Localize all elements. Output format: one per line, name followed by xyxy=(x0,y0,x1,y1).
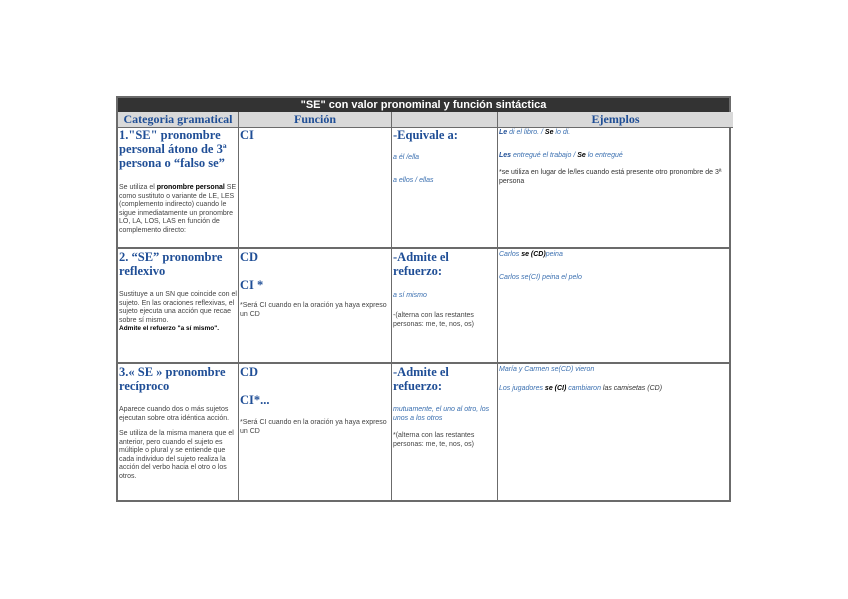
row1-funcion xyxy=(240,128,390,142)
row2-ej-2: Carlos se(CI) peina el pelo xyxy=(499,274,582,281)
row-divider xyxy=(118,362,729,364)
se-table xyxy=(116,96,731,502)
row1-equiv-2: a ellos / ellas xyxy=(393,177,434,184)
row3-funcion-cd: CD xyxy=(240,365,259,379)
column-divider xyxy=(391,112,392,500)
column-divider xyxy=(497,112,498,500)
row2-refuerzo xyxy=(393,250,497,329)
row3-categoria-desc-1: Aparece cuando dos o más sujetos ejecutan sobre otra idéntica acción. xyxy=(119,406,230,422)
row2-ejemplos xyxy=(499,250,732,282)
row1-ej-3: *se utiliza en lugar de le/les cuando está presente otro pronombre de 3ª persona xyxy=(499,169,722,185)
row2-categoria-desc: Sustituye a un SN que coincide con el sujeto. En las oraciones reflexivas, el sujeto ejecuta una acción que recae sobre sí mismo. xyxy=(119,291,237,324)
row3-refuerzo-1: mutuamente, el uno al otro, los unos a los otros xyxy=(393,406,490,422)
column-divider xyxy=(238,112,239,500)
header-funcion: Función xyxy=(239,112,391,128)
row2-funcion-cd: CD xyxy=(240,250,259,264)
row1-equiv-title: -Equivale a: xyxy=(393,128,458,142)
row3-ej-2: Los jugadores se (CI) cambiaron las camisetas (CD) xyxy=(499,385,663,392)
row3-refuerzo xyxy=(393,365,497,449)
header-categoria: Categoria gramatical xyxy=(118,112,238,128)
row2-refuerzo-2: -(alterna con las restantes personas: me, te, nos, os) xyxy=(393,312,474,328)
row3-ej-1: María y Carmen se(CD) vieron xyxy=(499,366,595,373)
row2-refuerzo-1: a sí mismo xyxy=(393,292,427,299)
row3-funcion xyxy=(240,365,390,436)
row3-refuerzo-title: -Admite el refuerzo: xyxy=(393,365,449,393)
row2-categoria-note: Admite el refuerzo "a sí mismo". xyxy=(119,325,220,332)
row2-funcion-note: *Será CI cuando en la oración ya haya expreso un CD xyxy=(240,302,387,318)
row2-categoria xyxy=(119,250,237,334)
header-ejemplos: Ejemplos xyxy=(498,112,733,128)
row3-ejemplos xyxy=(499,365,732,393)
row1-ej-2: Les entregué el trabajo / Se lo entregué xyxy=(499,152,623,159)
row1-equivale xyxy=(393,128,497,185)
row3-funcion-ci: CI*... xyxy=(240,393,270,407)
row3-funcion-note: *Será CI cuando en la oración ya haya expreso un CD xyxy=(240,419,387,435)
header-empty xyxy=(392,112,497,128)
row1-ej-1: Le di el libro. / Se lo di. xyxy=(499,129,571,136)
row1-categoria-desc: Se utiliza el pronombre personal SE como sustituto o variante de LE, LES (complemento indirecto) cuando le sigue inmediatamente un pronombre LO, LA, LOS, LAS en función de complemento directo: xyxy=(119,184,237,234)
row3-categoria-title: 3.« SE » pronombre recíproco xyxy=(119,365,226,393)
row1-equiv-1: a él /ella xyxy=(393,154,420,161)
row1-ejemplos xyxy=(499,128,732,186)
row2-refuerzo-title: -Admite el refuerzo: xyxy=(393,250,449,278)
row2-funcion xyxy=(240,250,390,319)
row2-funcion-ci: CI * xyxy=(240,278,264,292)
row1-categoria-title: 1."SE" pronombre personal átono de 3ª persona o “falso se” xyxy=(119,128,227,170)
row1-funcion-label: CI xyxy=(240,128,254,142)
table-title: "SE" con valor pronominal y función sintáctica xyxy=(118,98,729,112)
row-divider xyxy=(118,247,729,249)
row2-ej-1: Carlos se (CD)peina xyxy=(499,251,563,258)
row1-categoria xyxy=(119,128,237,235)
row2-categoria-title: 2. “SE” pronombre reflexivo xyxy=(119,250,223,278)
row3-refuerzo-2: *(alterna con las restantes personas: me, te, nos, os) xyxy=(393,432,475,448)
row3-categoria xyxy=(119,365,237,481)
row3-categoria-desc-2: Se utiliza de la misma manera que el anterior, pero cuando el sujeto es múltiple o plural y se entiende que cada individuo del sujeto realiza la acción del verbo hacia el otro o los otros. xyxy=(119,430,234,480)
